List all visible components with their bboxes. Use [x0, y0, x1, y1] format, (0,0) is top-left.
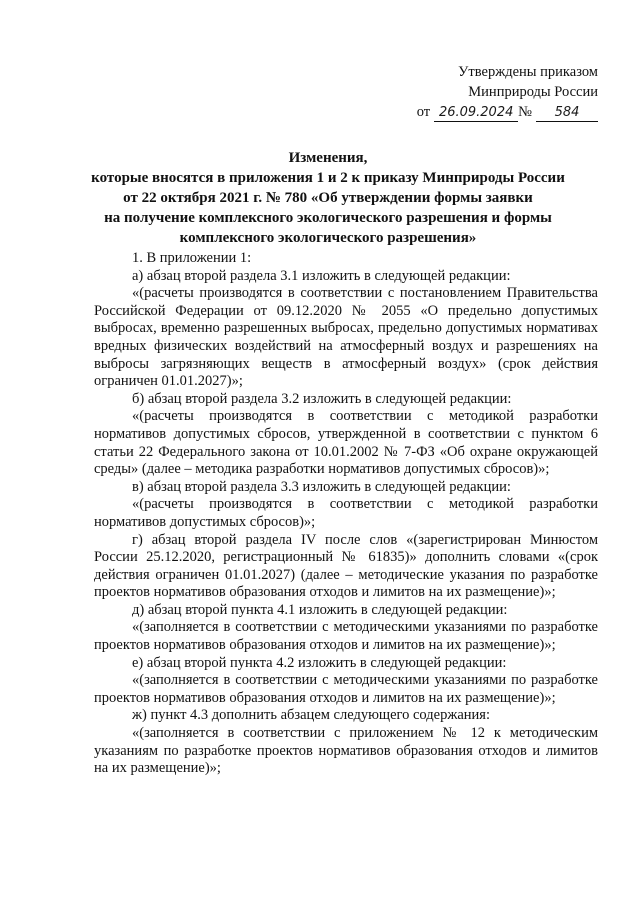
paragraph-e: е) абзац второй пункта 4.2 изложить в следующей редакции: — [132, 654, 507, 671]
approval-line-1: Утверждены приказом — [458, 64, 598, 80]
paragraph-a-text: «(расчеты производятся в соответствии с постановлением Правительства Российской Федерации от 09.12.2020 № 2055 «О предельно допустимых выбросах, временно разрешенных выбросах, предельно допустимых нормативах вредных физических воздействий на атмосферный воздух и разрешениях на выбросы загрязняющих веществ в атмосферный воздух» (срок действия ограничен 01.01.2027)»; — [94, 285, 598, 390]
paragraph-e-text: «(заполняется в соответствии с методическими указаниями по разработке проектов нормативов образования отходов и лимитов на их размещение)»; — [94, 672, 598, 706]
paragraph-d: д) абзац второй пункта 4.1 изложить в следующей редакции: — [132, 601, 508, 618]
paragraph-zh-text: «(заполняется в соответствии с приложением № 12 к методическим указаниям по разработке проектов нормативов образования отходов и лимитов на их размещение)»; — [94, 725, 598, 777]
title-line-2: которые вносятся в приложения 1 и 2 к приказу Минприроды России — [91, 170, 565, 186]
paragraph-v-text: «(расчеты производятся в соответствии с методикой разработки нормативов допустимых сбросов)»; — [94, 496, 598, 530]
document-body — [94, 250, 598, 778]
paragraph-b-text: «(расчеты производятся в соответствии с методикой разработки нормативов допустимых сбросов, утвержденной в соответствии с пунктом 6 статьи 22 Федерального закона от 10.01.2002 № 7-ФЗ «Об охране окружающей среды» (далее – методика разработки нормативов допустимых сбросов)»; — [94, 408, 598, 478]
handwritten-number: 584 — [536, 105, 598, 122]
paragraph-a: а) абзац второй раздела 3.1 изложить в следующей редакции: — [132, 267, 511, 284]
approval-date-line — [358, 102, 598, 122]
handwritten-date: 26.09.2024 — [434, 105, 518, 122]
document-title — [70, 148, 586, 248]
approval-stamp — [358, 62, 598, 122]
paragraph-appendix-1: 1. В приложении 1: — [132, 250, 252, 266]
title-line-3: от 22 октября 2021 г. № 780 «Об утверждении формы заявки — [123, 190, 533, 206]
title-line-4: на получение комплексного экологического разрешения и формы — [104, 210, 552, 226]
paragraph-b: б) абзац второй раздела 3.2 изложить в следующей редакции: — [132, 390, 512, 407]
date-prefix: от — [416, 104, 431, 120]
paragraph-d-text: «(заполняется в соответствии с методическими указаниями по разработке проектов нормативов образования отходов и лимитов на их размещение)»; — [94, 619, 598, 654]
paragraph-zh: ж) пункт 4.3 дополнить абзацем следующего содержания: — [132, 707, 490, 724]
paragraph-g: г) абзац второй раздела IV после слов «(зарегистрирован Минюстом России 25.12.2020, регистрационный № 61835)» дополнить словами «(срок действия ограничен 01.01.2027) (далее – методические указания по разработке проектов нормативов образования отходов и лимитов на их размещение)»; — [94, 531, 598, 601]
approval-line-2: Минприроды России — [468, 84, 598, 100]
paragraph-v: в) абзац второй раздела 3.3 изложить в следующей редакции: — [132, 478, 511, 495]
title-line-5: комплексного экологического разрешения» — [179, 230, 477, 246]
number-prefix: № — [518, 104, 532, 120]
title-line-1: Изменения, — [288, 150, 368, 166]
